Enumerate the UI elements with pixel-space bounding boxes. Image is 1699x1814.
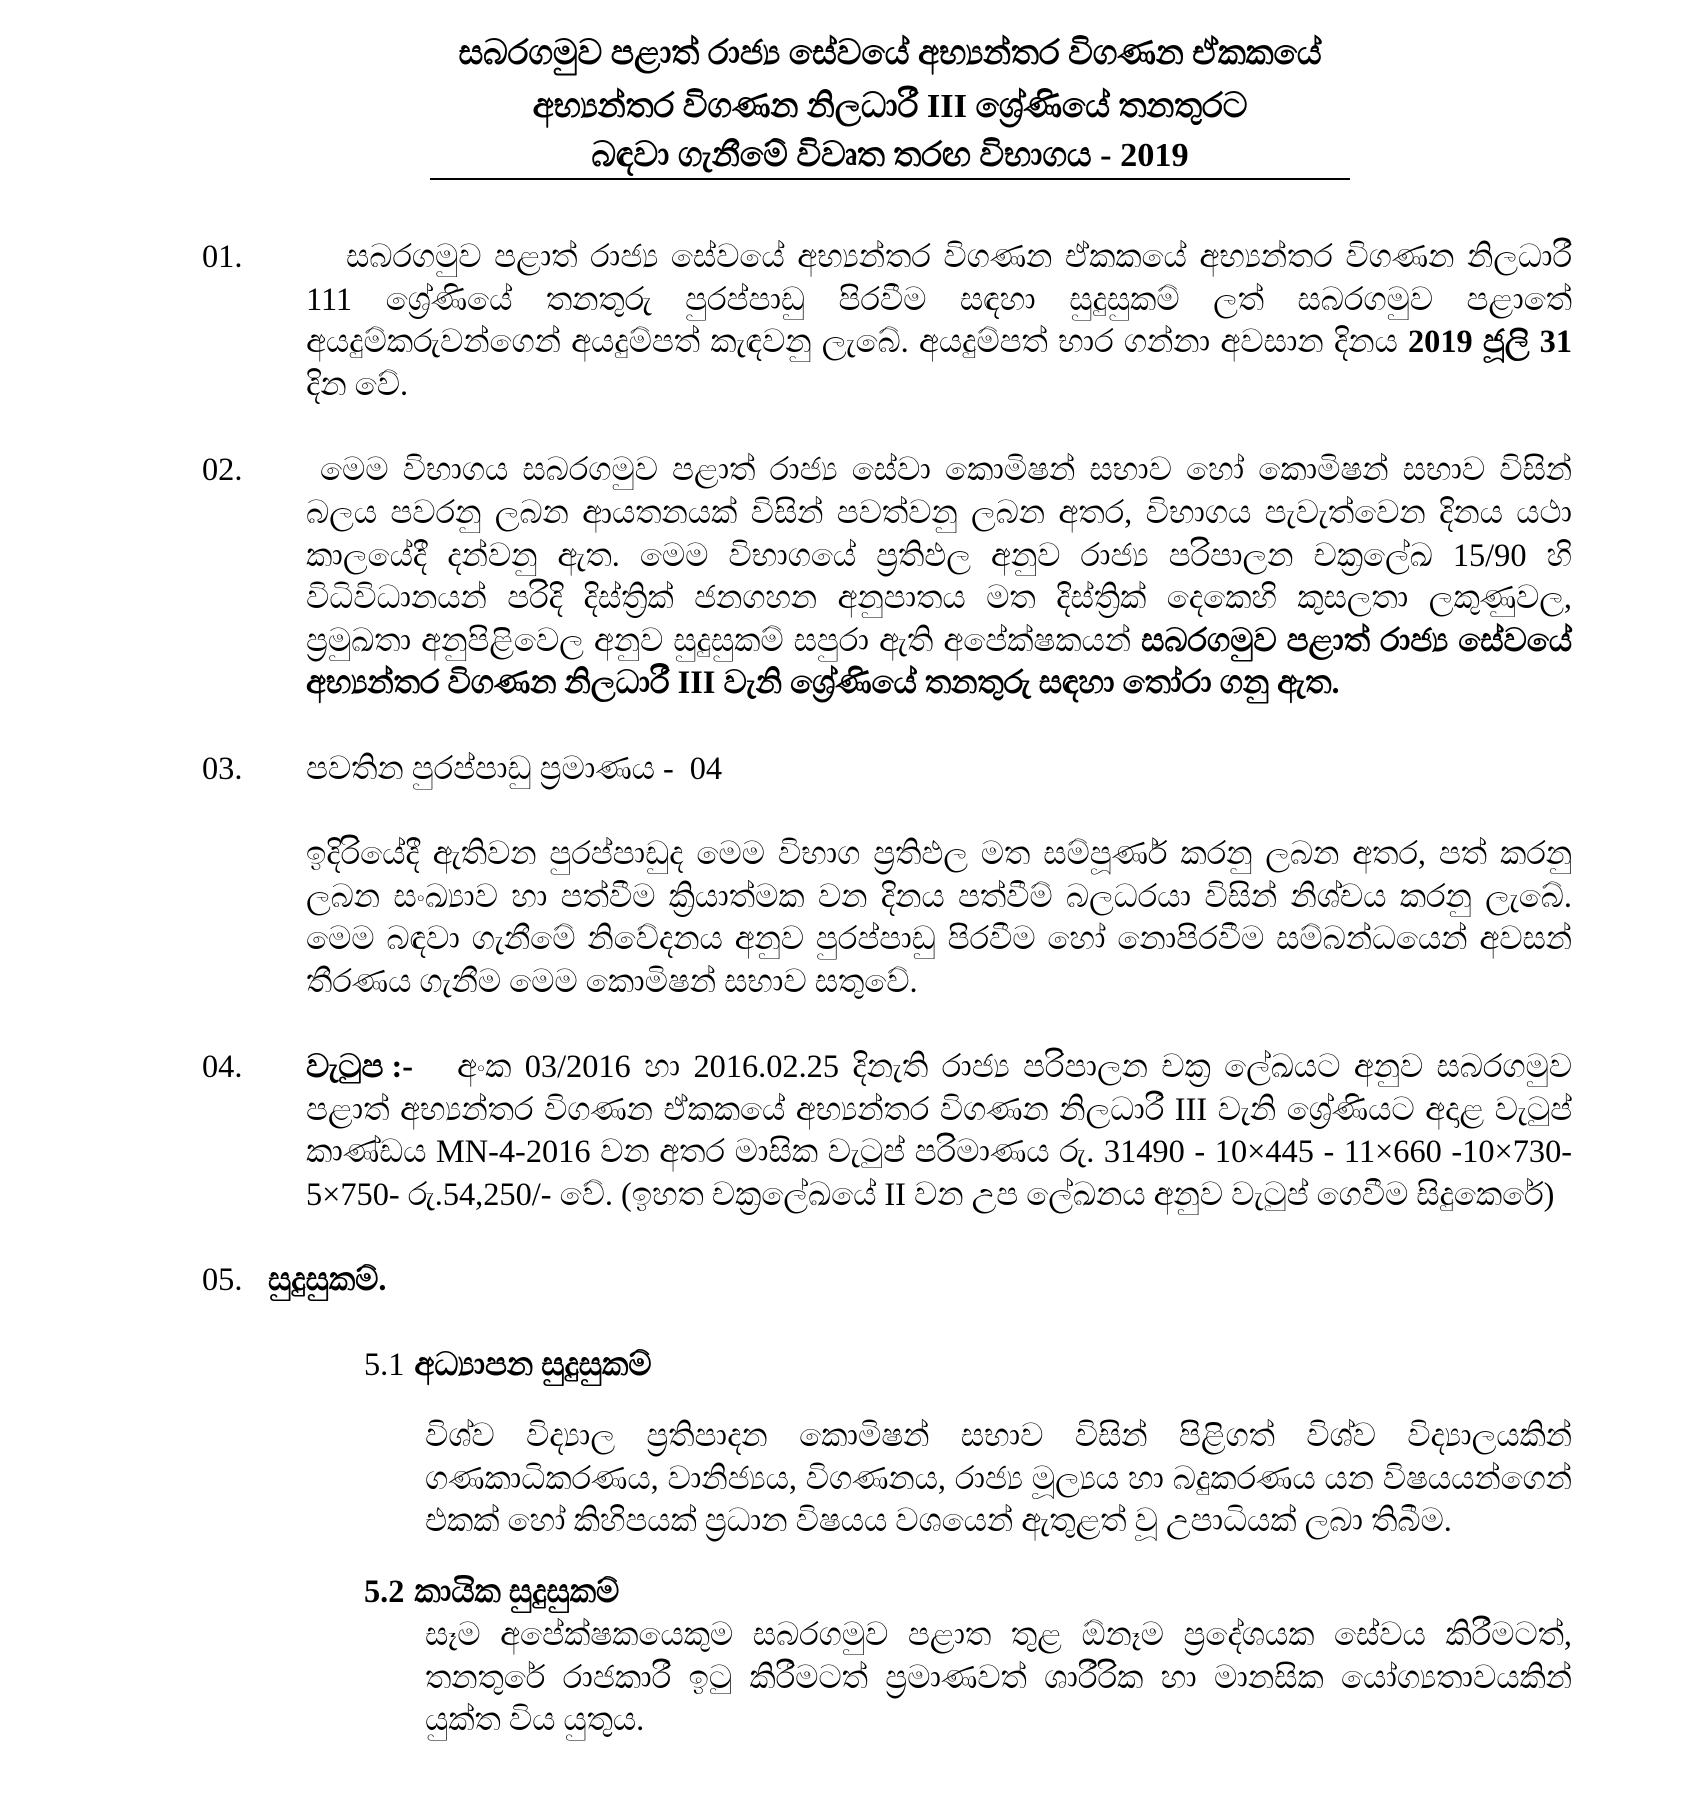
- physical-qualifications-text: සෑම අපේක්ෂකයෙකුම සබරගමුව පළාත තුළ ඕනෑම ප්‍රදේශයක සේවය කිරීමටත්, තනතුරේ රාජකාරී ඉටු කිරීමටත් ප්‍රමාණවත් ශාරීරික හා මානසික යෝග්‍යතාවයකින් යුක්ත විය යුතුය.: [425, 1615, 1572, 1738]
- title-line-1: සබරගමුව පළාත් රාජ්‍ය සේවයේ අභ්‍යන්තර විගණන ඒකකයේ: [458, 34, 1322, 73]
- section-02: [202, 448, 1699, 704]
- subsection-number: 5.1: [364, 1346, 405, 1383]
- section-01: [202, 235, 1699, 406]
- subsection-5-1-heading: [364, 1343, 1572, 1386]
- section-02-text: [306, 448, 1572, 704]
- title-line-3: බඳවා ගැනීමේ විවෘත තරඟ විභාගය - 2019: [430, 133, 1350, 180]
- section-number: 02.: [202, 451, 243, 488]
- document-header: [430, 0, 1350, 180]
- subsection-title: කායික සුදුසුකම්: [414, 1573, 620, 1610]
- selection-emphasis-text: සබරගමුව පළාත් රාජ්‍ය සේවයේ අභ්‍යන්තර විගණන නිලධාරී III වැනි ශ්‍රේණියේ තනතුරු සඳහා තෝරා ගනු ඇත.: [306, 621, 1572, 701]
- section-01-text: [306, 235, 1572, 406]
- section-04: [202, 1045, 1699, 1216]
- title-line-2: අභ්‍යන්තර විගණන නිලධාරී III ශ්‍රේණියේ තනතුරට: [532, 87, 1248, 126]
- closing-date-suffix: දින වේ.: [306, 366, 409, 403]
- future-vacancies-text: ඉදිරියේදී ඇතිවන පුරප්පාඩුද මෙම විභාග ප්‍රතිඵල මත සම්පූර්ණ කරනු ලබන අතර, පත් කරනු ලබන සංඛ්‍යාව හා පත්වීම ක්‍රියාත්මක වන දිනය පත්වීම් බලධරයා විසින් නිශ්චය කරනු ලැබේ. මෙම බඳවා ගැනීමේ නිවේදනය අනුව පුරප්පාඩු පිරවීම හෝ නොපිරවීම සම්බන්ධයෙන් අවසන් තීරණය ගැනීම මෙම කොමිෂන් සභාව සතුවේ.: [306, 834, 1572, 999]
- salary-paragraph: [306, 1045, 1572, 1216]
- vacancy-count-line: [306, 747, 1572, 790]
- section-number: 05.: [202, 1261, 243, 1298]
- section-number: 03.: [202, 749, 243, 786]
- section-05: [202, 1258, 1699, 1301]
- vacancy-count-value: 04: [689, 749, 723, 786]
- section-number: 01.: [202, 238, 243, 275]
- closing-date: 2019 ජූලි 31: [1407, 323, 1572, 360]
- qualifications-heading: සුදුසුකම්.: [268, 1261, 387, 1298]
- subsection-title: අධ්‍යාපන සුදුසුකම්: [414, 1346, 652, 1383]
- section-number: 04.: [202, 1048, 243, 1085]
- vacancy-count-label: පවතින පුරප්පාඩු ප්‍රමාණය -: [306, 749, 674, 786]
- educational-qualifications-text: විශ්ව විද්‍යාල ප්‍රතිපාදන කොමිෂන් සභාව විසින් පිළිගත් විශ්ව විද්‍යාලයකින් ගණකාධිකරණය, වානිජ්‍යය, විගණනය, රාජ්‍ය මූල්‍යය හා බදුකරණය යන විෂයයන්ගෙන් එකක් හෝ කිහිපයක් ප්‍රධාන විෂයය වශයෙන් ඇතුළත් වූ උපාධියක් ලබා තිබීම.: [425, 1417, 1572, 1539]
- exam-procedure-text: මෙම විභාගය සබරගමුව පළාත් රාජ්‍ය සේවා කොමිෂන් සභාව හෝ කොමිෂන් සභාව විසින් බලය පවරනු ලබන ආයතනයක් විසින් පවත්වනු ලබන අතර, විභාගය පැවැත්වෙන දිනය යථා කාලයේදී දන්වනු ඇත. මෙම විභාගයේ ප්‍රතිඵල අනුව රාජ්‍ය පරිපාලන චක්‍රලේඛ 15/90 හි විධිවිධානයන් පරිදි දිස්ත්‍රික් ජනගහන අනුපාතය මත දිස්ත්‍රික් දෙකෙහි කුසලතා ලකුණුවල, ප්‍රමුඛතා අනුපිළිවෙල අනුව සුදුසුකම් සපුරා ඇති අපේක්ෂකයන්: [306, 451, 1572, 658]
- salary-label: වැටුප :-: [306, 1048, 414, 1085]
- salary-text: අංක 03/2016 හා 2016.02.25 දිනැති රාජ්‍ය පරිපාලන චක්‍ර ලේඛයට අනුව සබරගමුව පළාත් අභ්‍යන්තර විගණන ඒකකයේ අභ්‍යන්තර විගණන නිලධාරී III වැනි ශ්‍රේණියට අදාළ වැටුප් කාණ්ඩය MN-4-2016 වන අතර මාසික වැටුප් පරිමාණය රු. 31490 - 10×445 - 11×660 -10×730-5×750- රු.54,250/- වේ. (ඉහත චක්‍රලේඛයේ II වන උප ලේඛනය අනුව වැටුප් ගෙවීම සිදුකෙරේ): [306, 1048, 1572, 1212]
- section-03: [202, 747, 1699, 1003]
- subsection-number: 5.2: [364, 1573, 405, 1610]
- application-call-text: සබරගමුව පළාත් රාජ්‍ය සේවයේ අභ්‍යන්තර විගණන ඒකකයේ අභ්‍යන්තර විගණන නිලධාරී 111 ශ්‍රේණියේ තනතුරු පුරප්පාඩු පිරවීම සඳහා සුදුසුකම් ලත් සබරගමුව පළාතේ අයදුම්කරුවන්ගෙන් අයදුම්පත් කැඳවනු ලැබේ. අයදුම්පත් භාර ගන්නා අවසාන දිනය: [306, 238, 1572, 360]
- subsection-5-2-heading: [364, 1570, 1572, 1613]
